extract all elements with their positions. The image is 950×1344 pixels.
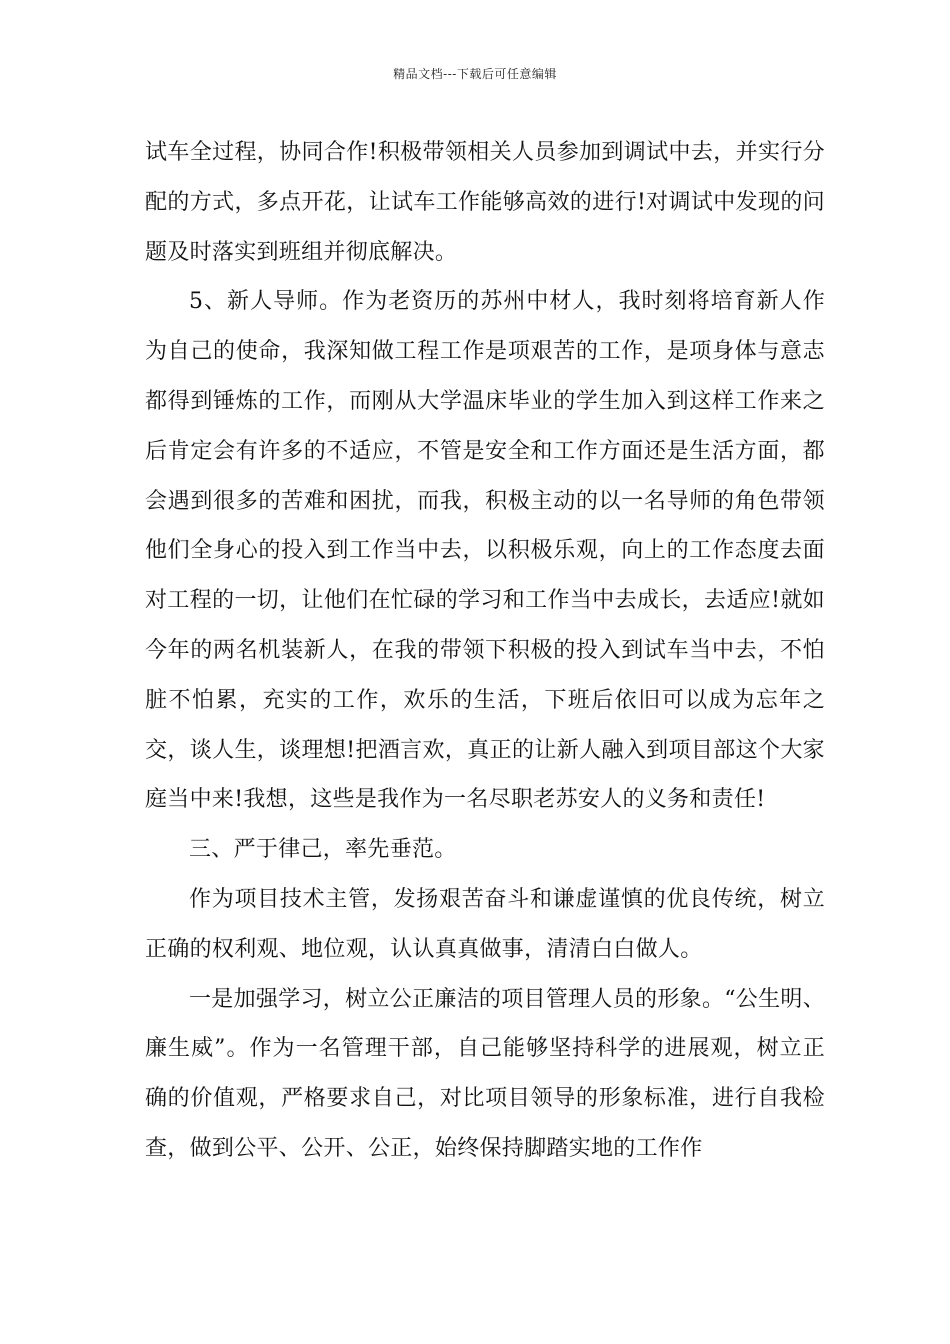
- paragraph-trial-run: 试车全过程，协同合作!积极带领相关人员参加到调试中去，并实行分配的方式，多点开花，让试车工作能够高效的进行!对调试中发现的问题及时落实到班组并彻底解决。: [145, 140, 825, 265]
- page-header: 精品文档---下载后可任意编辑: [393, 67, 557, 81]
- paragraph-tech-supervisor: 作为项目技术主管，发扬艰苦奋斗和谦虚谨慎的优良传统，树立正确的权利观、地位观，认认真真做事，清清白白做人。: [145, 886, 825, 962]
- paragraph-mentor: 5、新人导师。作为老资历的苏州中材人，我时刻将培育新人作为自己的使命，我深知做工程工作是项艰苦的工作，是项身体与意志都得到锤炼的工作，而刚从大学温床毕业的学生加入到这样工作来之后肯定会有许多的不适应，不管是安全和工作方面还是生活方面，都会遇到很多的苦难和困扰，而我，积极主动的以一名导师的角色带领他们全身心的投入到工作当中去，以积极乐观，向上的工作态度去面对工程的一切，让他们在忙碌的学习和工作当中去成长，去适应!就如今年的两名机装新人，在我的带领下积极的投入到试车当中去，不怕脏不怕累，充实的工作，欢乐的生活，下班后依旧可以成为忘年之交，谈人生，谈理想!把酒言欢，真正的让新人融入到项目部这个大家庭当中来!我想，这些是我作为一名尽职老苏安人的义务和责任!: [145, 289, 825, 813]
- section-heading-self-discipline: 三、严于律己，率先垂范。: [189, 837, 457, 863]
- paragraph-integrity: 一是加强学习，树立公正廉洁的项目管理人员的形象。“公生明、廉生威”。作为一名管理干部，自己能够坚持科学的进展观，树立正确的价值观，严格要求自己，对比项目领导的形象标准，进行自我检查，做到公平、公开、公正，始终保持脚踏实地的工作作: [145, 986, 825, 1161]
- document-body: [145, 128, 825, 1174]
